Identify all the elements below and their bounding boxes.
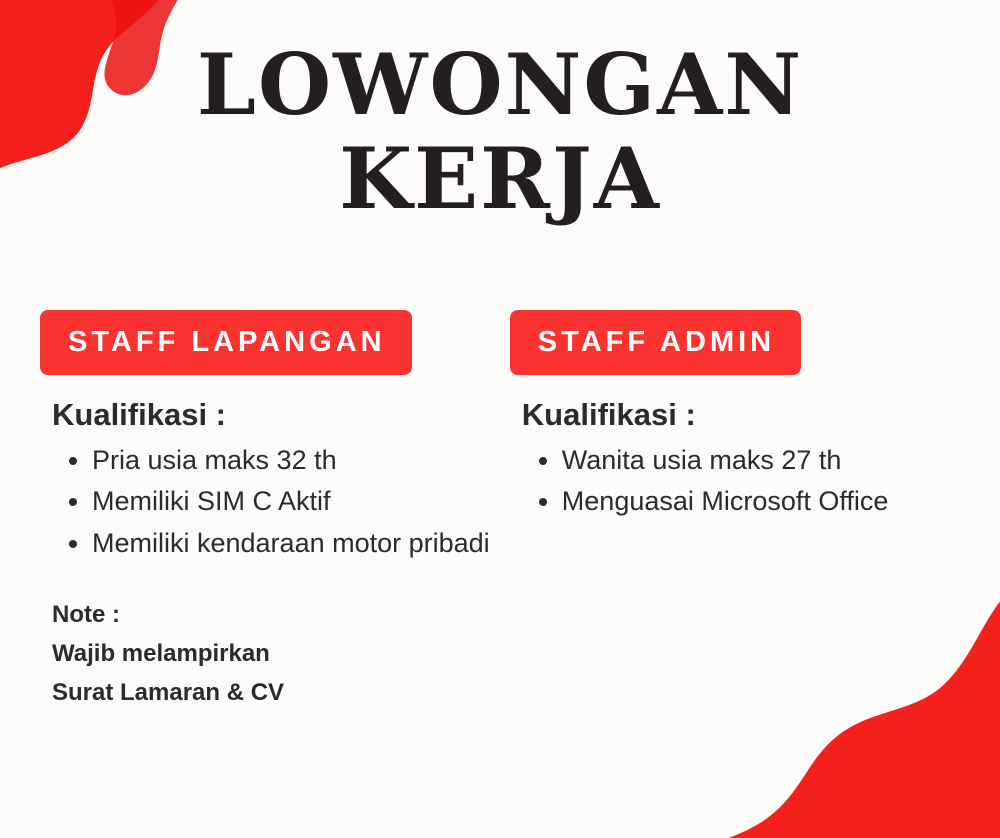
note-block — [52, 596, 500, 713]
job-column-staff-admin — [510, 310, 960, 713]
list-item: • Pria usia maks 32 th — [92, 441, 500, 479]
list-item: • Wanita usia maks 27 th — [562, 441, 960, 479]
list-item: • Memiliki kendaraan motor pribadi — [92, 524, 500, 562]
job-column-staff-lapangan — [40, 310, 510, 713]
qualification-heading-left: Kualifikasi : — [52, 397, 226, 432]
title-line-1: LOWONGAN — [196, 35, 804, 134]
qualification-list-left — [40, 441, 500, 562]
qualification-heading-right: Kualifikasi : — [521, 397, 696, 432]
list-item: • Menguasai Microsoft Office — [562, 482, 960, 520]
note-line-1: Wajib melampirkan — [52, 639, 270, 667]
note-label: Note : — [52, 600, 120, 628]
note-line-2: Surat Lamaran & CV — [52, 678, 285, 706]
title-line-2: KERJA — [339, 129, 661, 229]
qualification-list-right — [510, 441, 960, 521]
list-item: • Memiliki SIM C Aktif — [92, 482, 500, 520]
role-badge-staff-lapangan: STAFF LAPANGAN — [40, 310, 412, 375]
job-columns — [0, 310, 1000, 713]
role-badge-staff-admin: STAFF ADMIN — [510, 310, 801, 375]
poster-title — [0, 35, 1000, 229]
